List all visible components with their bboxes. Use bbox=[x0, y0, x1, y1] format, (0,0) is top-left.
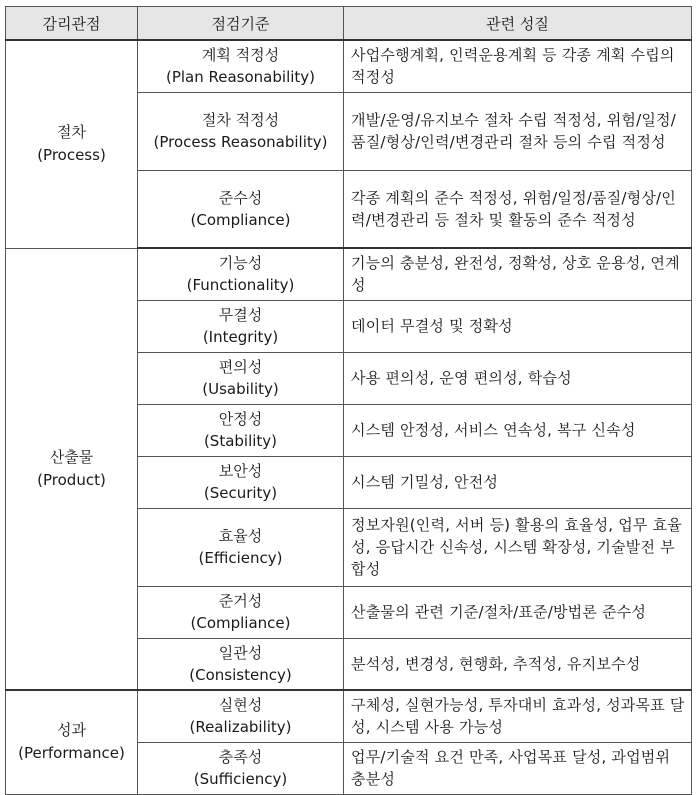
perspective-process: 절차 (Process) bbox=[6, 40, 138, 248]
header-criteria: 점검기준 bbox=[138, 7, 344, 41]
perspective-product: 산출물 (Product) bbox=[6, 248, 138, 690]
property-cell: 기능의 충분성, 완전성, 정확성, 상호 운용성, 연계성 bbox=[344, 248, 692, 300]
criterion-cell: 충족성 (Sufficiency) bbox=[138, 742, 344, 794]
criterion-cell: 절차 적정성 (Process Reasonability) bbox=[138, 92, 344, 170]
property-cell: 정보자원(인력, 서버 등) 활용의 효율성, 업무 효율성, 응답시간 신속성, 시스템 확장성, 기술발전 부합성 bbox=[344, 508, 692, 586]
property-cell: 사업수행계획, 인력운용계획 등 각종 계획 수립의 적정성 bbox=[344, 40, 692, 92]
property-cell: 구체성, 실현가능성, 투자대비 효과성, 성과목표 달성, 시스템 사용 가능성 bbox=[344, 690, 692, 742]
property-cell: 시스템 안정성, 서비스 연속성, 복구 신속성 bbox=[344, 404, 692, 456]
criterion-cell: 안정성 (Stability) bbox=[138, 404, 344, 456]
criterion-cell: 보안성 (Security) bbox=[138, 456, 344, 508]
table-header-row bbox=[6, 7, 692, 41]
criterion-cell: 준거성 (Compliance) bbox=[138, 586, 344, 638]
criterion-cell: 일관성 (Consistency) bbox=[138, 638, 344, 690]
property-cell: 개발/운영/유지보수 절차 수립 적정성, 위험/일정/품질/형상/인력/변경관리 절차 등의 수립 적정성 bbox=[344, 92, 692, 170]
property-cell: 각종 계획의 준수 적정성, 위험/일정/품질/형상/인력/변경관리 등 절차 및 활동의 준수 적정성 bbox=[344, 170, 692, 248]
audit-criteria-table bbox=[5, 6, 692, 795]
header-perspective: 감리관점 bbox=[6, 7, 138, 41]
property-cell: 업무/기술적 요건 만족, 사업목표 달성, 과업범위 충분성 bbox=[344, 742, 692, 794]
criterion-cell: 준수성 (Compliance) bbox=[138, 170, 344, 248]
criterion-cell: 계획 적정성 (Plan Reasonability) bbox=[138, 40, 344, 92]
property-cell: 사용 편의성, 운영 편의성, 학습성 bbox=[344, 352, 692, 404]
table-row bbox=[6, 248, 692, 300]
perspective-performance: 성과 (Performance) bbox=[6, 690, 138, 794]
criterion-cell: 무결성 (Integrity) bbox=[138, 300, 344, 352]
property-cell: 산출물의 관련 기준/절차/표준/방법론 준수성 bbox=[344, 586, 692, 638]
table-row bbox=[6, 690, 692, 742]
criterion-cell: 실현성 (Realizability) bbox=[138, 690, 344, 742]
header-property: 관련 성질 bbox=[344, 7, 692, 41]
property-cell: 분석성, 변경성, 현행화, 추적성, 유지보수성 bbox=[344, 638, 692, 690]
property-cell: 시스템 기밀성, 안전성 bbox=[344, 456, 692, 508]
criterion-cell: 편의성 (Usability) bbox=[138, 352, 344, 404]
table-row bbox=[6, 40, 692, 92]
criterion-cell: 효율성 (Efficiency) bbox=[138, 508, 344, 586]
property-cell: 데이터 무결성 및 정확성 bbox=[344, 300, 692, 352]
criterion-cell: 기능성 (Functionality) bbox=[138, 248, 344, 300]
